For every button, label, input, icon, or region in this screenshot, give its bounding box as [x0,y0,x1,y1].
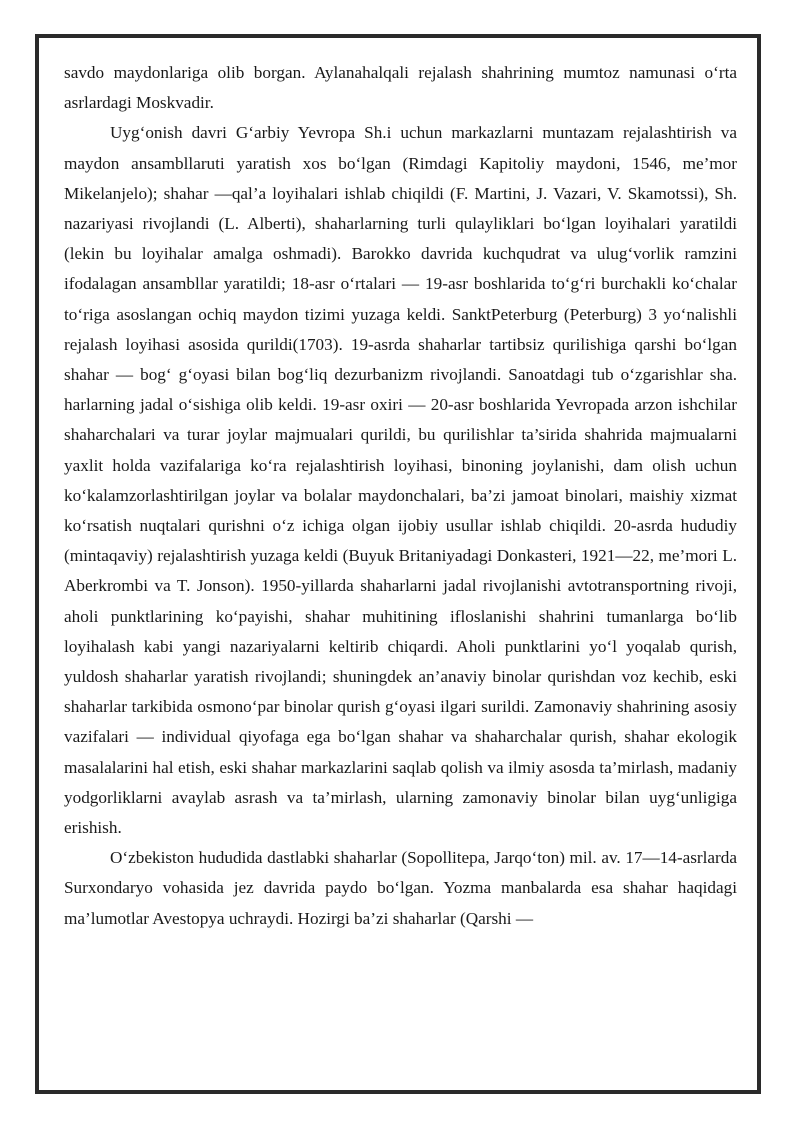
document-body [64,58,737,934]
paragraph-renaissance: Uygʻonish davri Gʻarbiy Yevropa Sh.i uchun markazlarni muntazam rejalashtirish va maydon ansambllaruti yaratish xos boʻlgan (Rimdagi Kapitoliy maydoni, 1546, me’mor Mikelanjelo); shahar —qal’a loyihalari ishlab chiqildi (F. Martini, J. Vazari, V. Skamotssi), Sh. nazariyasi rivojlandi (L. Alberti), shaharlarning turli qulayliklari boʻlgan loyihalari yaratildi (lekin bu loyihalar amalga oshmadi). Barokko davrida kuchqudrat va ulugʻvorlik ramzini ifodalagan ansambllar yaratildi; 18-asr oʻrtalari — 19-asr boshlarida toʻgʻri burchakli koʻchalar toʻriga asoslangan ochiq maydon tizimi yuzaga keldi. SanktPeterburg (Peterburg) 3 yoʻnalishli rejalash loyihasi asosida qurildi(1703). 19-asrda shaharlar tartibsiz qurilishiga qarshi boʻlgan shahar — bogʻ gʻoyasi bilan bogʻliq dezurbanizm rivojlandi. Sanoatdagi tub oʻzgarishlar sha. harlarning jadal oʻsishiga olib keldi. 19-asr oxiri — 20-asr boshlarida Yevropada arzon ishchilar shaharchalari va turar joylar majmualari qurildi, bu qurilishlar ta’sirida shahrida majmualarni yaxlit holda vazifalariga koʻra rejalashtirish loyihasi, binoning joylanishi, dam olish uchun koʻkalamzorlashtirilgan joylar va bolalar maydonchalari, ba’zi jamoat binolari, maishiy xizmat koʻrsatish nuqtalari qurishni oʻz ichiga olgan ijobiy usullar ishlab chiqildi. 20-asrda hududiy (mintaqaviy) rejalashtirish yuzaga keldi (Buyuk Britaniyadagi Donkasteri, 1921—22, me’mori L. Aberkrombi va T. Jonson). 1950-yillarda shaharlarni jadal rivojlanishi avtotransportning rivoji, aholi punktlarining koʻpayishi, shahar muhitining ifloslanishi shahrini tumanlarga boʻlib loyihalash kabi yangi nazariyalarni keltirib chiqardi. Aholi punktlarini yoʻl yoqalab qurish, yuldosh shaharlar yaratish rivojlandi; shuningdek an’anaviy binolar qurishdan voz kechib, eski shaharlar tarkibida osmonoʻpar binolar qurish gʻoyasi ilgari surildi. Zamonaviy shahrining asosiy vazifalari — individual qiyofaga ega boʻlgan shahar va shaharchalar qurish, shahar ekologik masalalarini hal etish, eski shahar markazlarini saqlab qolish va ilmiy asosda ta’mirlash, madaniy yodgorliklarni avaylab asrash va ta’mirlash, ularning zamonaviy binolar bilan uygʻunligiga erishish. [64,123,737,838]
paragraph-uzbekistan: Oʻzbekiston hududida dastlabki shaharlar (Sopollitepa, Jarqoʻton) mil. av. 17—14-asrlarda Surxondaryo vohasida jez davrida paydo boʻlgan. Yozma manbalarda esa shahar haqidagi ma’lumotlar Avestopya uchraydi. Hozirgi ba’zi shaharlar (Qarshi — [64,848,737,928]
paragraph-continuation: savdo maydonlariga olib borgan. Aylanahalqali rejalash shahrining mumtoz namunasi oʻrta asrlardagi Moskvadir. [64,63,737,113]
